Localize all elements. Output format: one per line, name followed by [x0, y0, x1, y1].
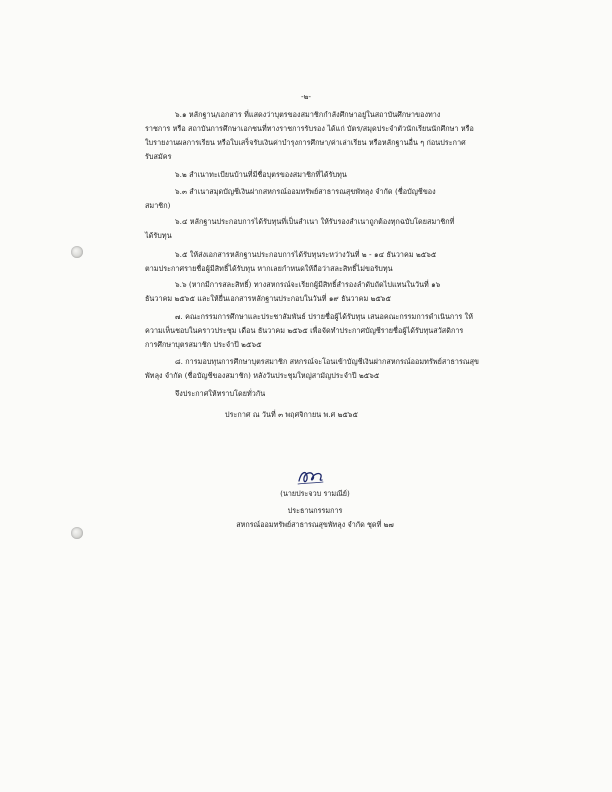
paragraph-line: ความเห็นชอบในคราวประชุม เดือน ธันวาคม ๒๕๖๕ เพื่อจัดทำประกาศบัญชีรายชื่อผู้ได้รับทุนสวัสดิการ [145, 326, 464, 335]
signer-name: (นายประจวบ รามณีย์) [280, 489, 350, 498]
page-number: -๒- [301, 92, 311, 101]
signer-organization: สหกรณ์ออมทรัพย์สาธารณสุขพัทลุง จำกัด ชุดที่ ๒๗ [236, 520, 394, 529]
paragraph-line: ราชการ หรือ สถาบันการศึกษาเอกชนที่ทางราชการรับรอง ได้แก่ บัตร/สมุดประจำตัวนักเรียนนักศึกษา หรือ [145, 124, 474, 133]
paragraph-line: รับสมัคร [145, 152, 172, 161]
paragraph-line: ๖.๓ สำเนาสมุดบัญชีเงินฝากสหกรณ์ออมทรัพย์สาธารณสุขพัทลุง จำกัด (ชื่อบัญชีของ [175, 187, 436, 196]
paragraph-line: การศึกษาบุตรสมาชิก ประจำปี ๒๕๖๕ [145, 340, 262, 349]
paragraph-line: ๖.๒ สำเนาทะเบียนบ้านที่มีชื่อบุตรของสมาชิกที่ได้รับทุน [175, 170, 347, 179]
paragraph-line: ได้รับทุน [145, 231, 172, 240]
paragraph-line: ๖.๔ หลักฐานประกอบการได้รับทุนที่เป็นสำเนา ให้รับรองสำเนาถูกต้องทุกฉบับโดยสมาชิกที่ [175, 217, 455, 226]
signer-position: ประธานกรรมการ [287, 506, 343, 515]
punch-hole-icon [71, 527, 83, 539]
paragraph-line: พัทลุง จำกัด (ชื่อบัญชีของสมาชิก) หลังวันประชุมใหญ่สามัญประจำปี ๒๕๖๕ [145, 371, 380, 380]
punch-hole-icon [71, 246, 83, 258]
paragraph-line: ตามประกาศรายชื่อผู้มีสิทธิ์ได้รับทุน หากเลยกำหนดให้ถือว่าสละสิทธิ์ไม่ขอรับทุน [145, 264, 393, 273]
paragraph-line: ใบรายงานผลการเรียน หรือใบเสร็จรับเงินค่าบำรุงการศึกษา/ค่าเล่าเรียน หรือหลักฐานอื่น ๆ ก่อนประกาศ [145, 138, 466, 147]
paragraph-line: ๘. การมอบทุนการศึกษาบุตรสมาชิก สหกรณ์จะโอนเข้าบัญชีเงินฝากสหกรณ์ออมทรัพย์สาธารณสุข [175, 357, 479, 366]
paragraph-line: ๖.๑ หลักฐาน/เอกสาร ที่แสดงว่าบุตรของสมาชิกกำลังศึกษาอยู่ในสถาบันศึกษาของทาง [175, 110, 441, 119]
closing-line: จึงประกาศให้ทราบโดยทั่วกัน [175, 389, 266, 398]
paragraph-line: สมาชิก) [145, 201, 171, 210]
paragraph-line: ๗. คณะกรรมการศึกษาและประชาสัมพันธ์ ปรายชื่อผู้ได้รับทุน เสนอคณะกรรมการดำเนินการ ให้ [175, 312, 474, 321]
paragraph-line: ธันวาคม ๒๕๖๕ และให้ยื่นเอกสารหลักฐานประกอบในวันที่ ๑๙ ธันวาคม ๒๕๖๕ [145, 294, 392, 303]
announce-date: ประกาศ ณ วันที่ ๓ พฤศจิกายน พ.ศ ๒๕๖๕ [225, 410, 358, 419]
paragraph-line: ๖.๕ ให้ส่งเอกสารหลักฐานประกอบการได้รับทุนระหว่างวันที่ ๒ - ๑๔ ธันวาคม ๒๕๖๕ [175, 250, 437, 259]
signature-icon [295, 466, 325, 488]
paragraph-line: ๖.๖ (หากมีการสละสิทธิ์) ทางสหกรณ์จะเรียกผู้มีสิทธิ์สำรองลำดับถัดไปแทนในวันที่ ๑๖ [175, 280, 441, 289]
